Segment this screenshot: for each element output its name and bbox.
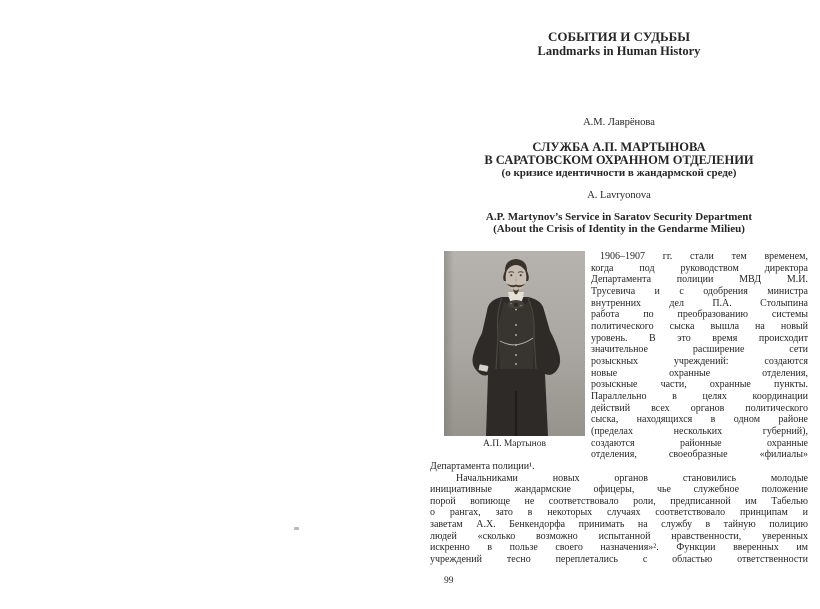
scan-speck [294,527,299,530]
page-number: 99 [444,576,454,586]
body-line: 1906–1907 гг. стали тем временем, [600,251,808,262]
portrait-photo-image [444,251,585,436]
article-title-ru-line2: В САРАТОВСКОМ ОХРАННОМ ОТДЕЛЕНИИ [484,153,754,167]
section-header [430,29,808,59]
body-line: розыскных учреждений: создаются [591,355,808,367]
body-line: работа по преобразованию системы [591,309,808,321]
article-subtitle-en: (About the Crisis of Identity in the Gendarme Milieu) [493,223,745,235]
body-line: учреждений тесно переплетались с областью ответственности [430,553,808,565]
body-line: Параллельно в целях координации [591,390,808,402]
article-title-ru-line1: СЛУЖБА А.П. МАРТЫНОВА [532,140,706,154]
body-line: о рангах, зато в некоторых случаях соответствовало принципам и [430,507,808,519]
section-title-en: Landmarks in Human History [537,44,701,58]
body-line: политического сыска вышла на новый [591,320,808,332]
body-line: Департамента полиции¹. [430,461,535,472]
photo-caption: А.П. Мартынов [483,439,546,449]
body-line: заветам А.Х. Бенкендорфа принимать на службу в тайную полицию [430,518,808,530]
body-line: Трусевича и с одобрения министра [591,285,808,297]
body-line: отделения, своеобразные «филиалы» [591,449,808,461]
body-line: (пределах нескольких губерний), [591,425,808,437]
body-line: порой вопиюще не соответствовало роли, предписанной им Табелью [430,495,808,507]
body-line: значительное расширение сети [591,344,808,356]
body-line: розыскные части, охранные пункты. [591,379,808,391]
section-title-ru: СОБЫТИЯ И СУДЬБЫ [548,29,690,44]
article-title-en [430,211,808,235]
body-line: Начальниками новых органов становились молодые [456,472,808,484]
author-name-translit: A. Lavryonova [587,190,651,201]
body-line: уровень. В это время происходит [591,332,808,344]
body-fullwidth [430,461,808,565]
article-title-en-line1: A.P. Martynov’s Service in Saratov Security Department [485,211,753,223]
body-line: инициативные жандармские офицеры, чье служебное положение [430,484,808,496]
author-name-ru: А.М. Лаврёнова [583,117,655,128]
body-column [591,251,808,461]
body-line: создаются районные охранные [591,437,808,449]
martynov-portrait-photo [444,251,585,436]
body-line: сыска, находящихся в одном районе [591,414,808,426]
body-line: новые охранные отделения, [591,367,808,379]
body-line: искренно в пользе своего назначения»². Функции вверенных им [430,542,808,554]
body-line: действий всех органов политического [591,402,808,414]
body-line: когда под руководством директора [591,262,808,274]
body-line: Департамента полиции МВД М.И. [591,274,808,286]
body-line: внутренних дел П.А. Столыпина [591,297,808,309]
body-line: людей «сколько возможно испытанной нравственности, уверенных [430,530,808,542]
article-subtitle-ru: (о кризисе идентичности в жандармской среде) [501,167,737,179]
article-title-ru [430,141,808,180]
